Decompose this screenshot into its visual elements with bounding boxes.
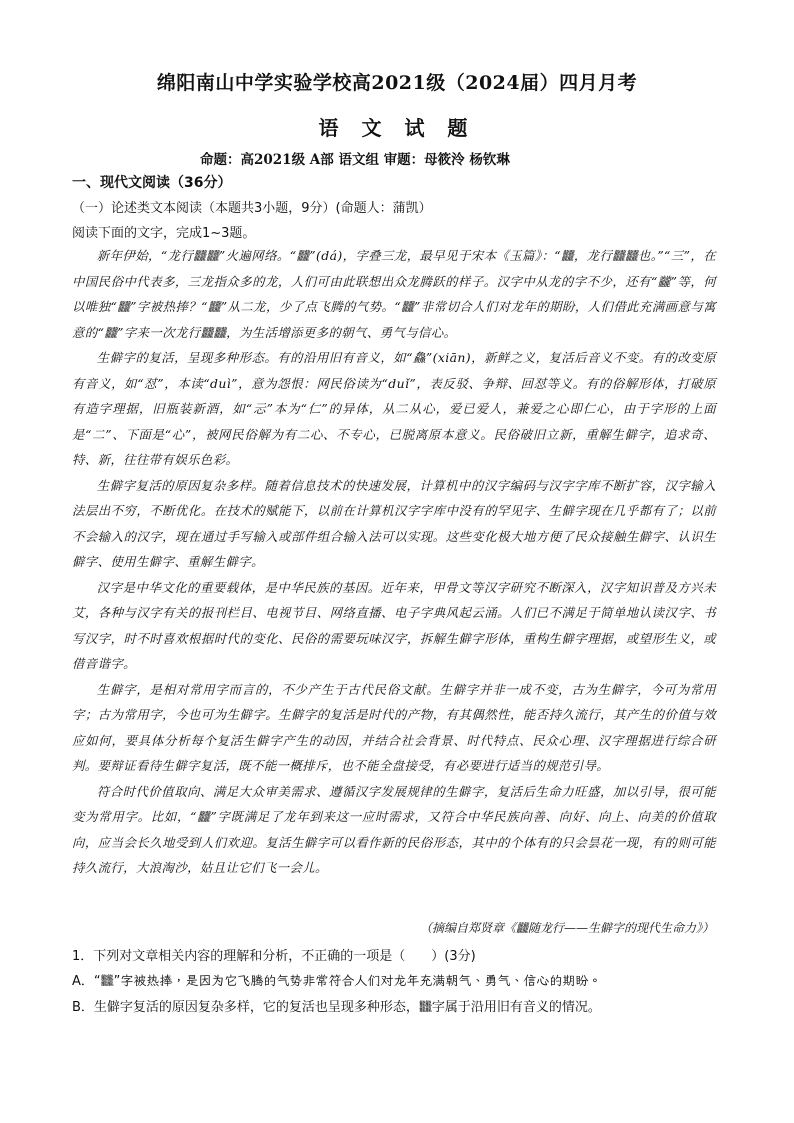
reading-passage [72, 243, 716, 881]
answer-option-b: B．生僻字复活的原因复杂多样，它的复活也呈现多种形态，𪚥字属于沿用旧有音义的情况。 [72, 1000, 601, 1015]
passage-paragraph: 生僻字，是相对常用字而言的，不少产生于古代民俗文献。生僻字并非一成不变，古为生僻字，今可为常用字；古为常用字，今也可为生僻字。生僻字的复活是时代的产物，有其偶然性，能否持久流行，其产生的价值与效应如何，要具体分析每个复活生僻字产生的动因，并结合社会背景、时代特点、民众心理、汉字理据进行综合研判。要辩证看待生僻字复活，既不能一概排斥，也不能全盘接受，有必要进行适当的规范引导。 [72, 681, 716, 773]
passage-paragraph: 汉字是中华文化的重要载体，是中华民族的基因。近年来，甲骨文等汉字研究不断深入，汉字知识普及方兴未艾，各种与汉字有关的报刊栏目、电视节目、网络直播、电子字典风起云涌。人们已不满足于简单地认读汉字、书写汉字，时不时喜欢根据时代的变化、民俗的需要玩味汉字，拆解生僻字形体，重构生僻字理据，或望形生义，或借音谐字。 [72, 579, 716, 671]
passage-paragraph: 新年伊始，“龙行𪚥𪚥”火遍网络。“𪚥”(dá)，字叠三龙，最早见于宋本《玉篇》：“𪚥，龙行𪚥𪚥也。”“三”，在中国民俗中代表多，三龙指众多的龙，人们可由此联想出众龙腾跃的样子。汉字中从龙的字不少，还有“龖”等，何以唯独“𪚥”字被热捧？“𪚥”从二龙，少了点飞腾的气势。“𪚥”非常切合人们对龙年的期盼，人们借此充满画意与寓意的“𪚥”字来一次龙行𪚥𪚥，为生活增添更多的朝气、勇气与信心。 [72, 248, 716, 340]
passage-source: （摘编自郑贤章《𪚥随龙行——生僻字的现代生命力》） [419, 921, 714, 935]
reading-instruction: 阅读下面的文字，完成1~3题。 [72, 226, 256, 241]
author-byline: 命题：高2021级 A部 语文组 审题：母筱泠 杨钦琳 [200, 152, 510, 168]
passage-paragraph: 生僻字的复活，呈现多种形态。有的沿用旧有音义，如“鱻”(xiān)，新鲜之义，复活后音义不变。有的改变原有音义，如“怼”，本读“duì”，意为怨恨：网民俗读为“duǐ”，表反驳、争辩、回怼等义。有的俗解形体，打破原有造字理据，旧瓶装新酒，如“忈”本为“仁”的异体，从二从心，爱已爱人，兼爱之心即仁心，由于字形的上面是“二”、下面是“心”，被网民俗解为有二心、不专心，已脱离原本意义。民俗破旧立新，重解生僻字，追求奇、特、新，往往带有娱乐色彩。 [72, 350, 716, 467]
passage-paragraph: 生僻字复活的原因复杂多样。随着信息技术的快速发展，计算机中的汉字编码与汉字字库不断扩容，汉字输入法层出不穷，不断优化。在技术的赋能下，以前在计算机汉字字库中没有的罕见字、生僻字现在几乎都有了；以前不会输入的汉字，现在通过手写输入或部件组合输入法可以实现。这些变化极大地方便了民众接触生僻字、认识生僻字、使用生僻字、重解生僻字。 [72, 477, 716, 569]
section-heading: 一、现代文阅读（36分） [72, 175, 232, 191]
passage-paragraph: 符合时代价值取向、满足大众审美需求、遵循汉字发展规律的生僻字，复活后生命力旺盛，加以引导，很可能变为常用字。比如，“𪚥”字既满足了龙年到来这一应时需求，又符合中华民族向善、向好、向上、向美的价值取向，应当会长久地受到人们欢迎。复活生僻字可以看作新的民俗形态，其中的个体有的只会昙花一现，有的则可能持久流行，大浪淘沙，姑且让它们飞一会儿。 [72, 783, 716, 875]
exam-title: 绵阳南山中学实验学校高2021级（2024届）四月月考 [156, 72, 638, 94]
subsection-heading: （一）论述类文本阅读（本题共3小题，9分）(命题人：蒲凯） [72, 201, 432, 216]
question-stem: 1．下列对文章相关内容的理解和分析，不正确的一项是（ ）(3分) [72, 949, 476, 964]
exam-subtitle: 语 文 试 题 [318, 116, 476, 140]
answer-option-a: A．“𪚥”字被热捧，是因为它飞腾的气势非常符合人们对龙年充满朝气、勇气、信心的期盼。 [72, 974, 602, 989]
